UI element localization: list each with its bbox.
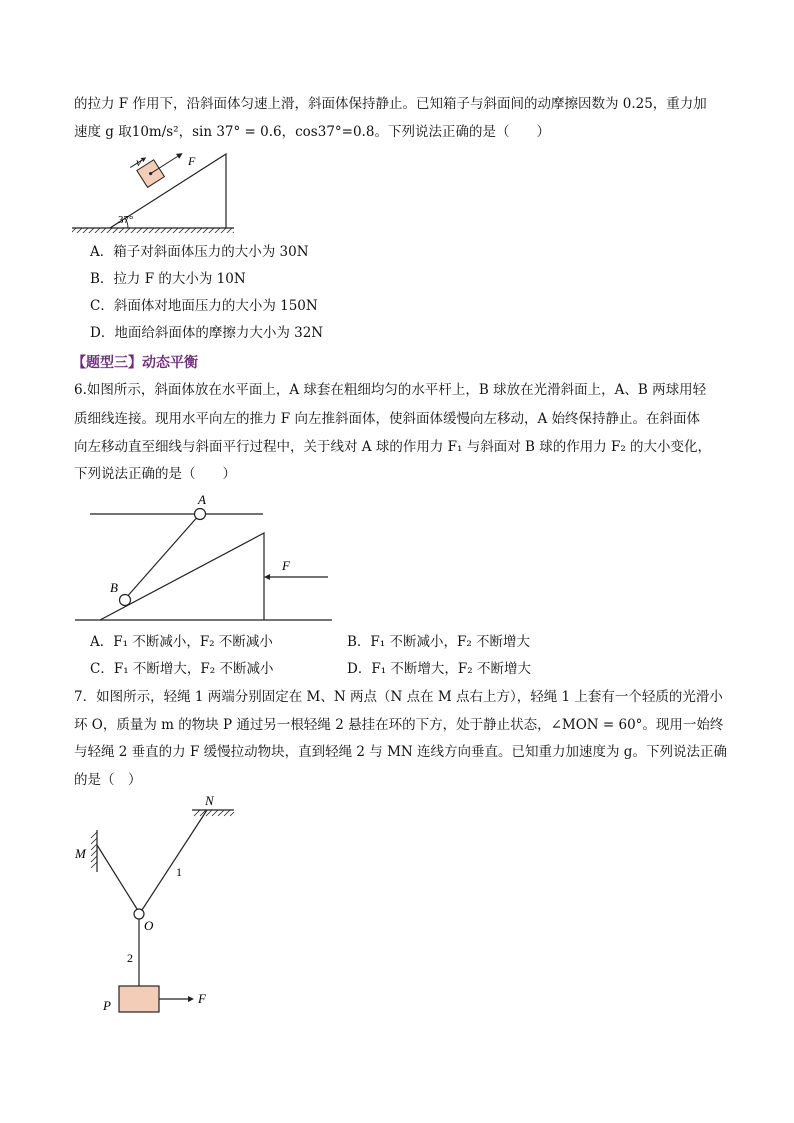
p-label: P bbox=[103, 998, 111, 1013]
rope-1-right bbox=[142, 810, 207, 910]
q6-slope-figure bbox=[70, 490, 340, 626]
ceiling-n-hatch bbox=[194, 810, 234, 816]
o-label: O bbox=[144, 918, 154, 933]
q7-text-line-4: 的是（ ） bbox=[74, 772, 142, 788]
q5-incline-figure bbox=[70, 150, 240, 234]
q6-option-d[interactable]: D．F₁ 不断增大，F₂ 不断增大 bbox=[347, 661, 531, 677]
ball-a bbox=[195, 509, 206, 520]
q5-text-line-2: 速度 g 取10m/s²，sin 37° = 0.6，cos37°=0.8。下列说法正确的是（ ） bbox=[74, 124, 550, 140]
incline-body bbox=[100, 533, 264, 620]
m-label: M bbox=[75, 846, 86, 861]
q5-option-d[interactable]: D．地面给斜面体的摩擦力大小为 32N bbox=[90, 325, 324, 341]
q7-rope-figure bbox=[70, 790, 250, 1020]
q7-text-line-2: 环 O，质量为 m 的物块 P 通过另一根轻绳 2 悬挂在环的下方，处于静止状态，∠MON = 60°。现用一始终 bbox=[74, 717, 724, 733]
q7-text-line-1: 7．如图所示，轻绳 1 两端分别固定在 M、N 两点（N 点在 M 点右上方），轻绳 1 上套有一个轻质的光滑小 bbox=[74, 689, 723, 705]
q6-option-c[interactable]: C．F₁ 不断增大，F₂ 不断减小 bbox=[90, 661, 274, 677]
ground-hatch bbox=[72, 228, 234, 233]
b-label: B bbox=[110, 580, 118, 595]
q7-text-line-3: 与轻绳 2 垂直的力 F 缓慢拉动物块，直到轻绳 2 与 MN 连线方向垂直。已知重力加速度为 g。下列说法正确 bbox=[74, 744, 727, 760]
q6-text-line-1: 6.如图所示，斜面体放在水平面上，A 球套在粗细均匀的水平杆上，B 球放在光滑斜面上，A、B 两球用轻 bbox=[74, 382, 707, 398]
angle-label: 37° bbox=[118, 214, 134, 226]
q6-text-line-2: 质细线连接。现用水平向左的推力 F 向左推斜面体，使斜面体缓慢向左移动，A 始终保持静止。在斜面体 bbox=[74, 411, 700, 427]
rope-1-left bbox=[97, 845, 137, 909]
f-label: F bbox=[188, 154, 196, 168]
v-label: v bbox=[136, 155, 142, 169]
q5-option-a[interactable]: A．箱子对斜面体压力的大小为 30N bbox=[90, 244, 309, 260]
q5-option-b[interactable]: B．拉力 F 的大小为 10N bbox=[90, 271, 246, 287]
section-heading: 【题型三】动态平衡 bbox=[72, 355, 198, 371]
q6-option-a[interactable]: A．F₁ 不断减小，F₂ 不断减小 bbox=[90, 634, 273, 650]
ring-o bbox=[134, 909, 144, 919]
q6-text-line-3: 向左移动直至细线与斜面平行过程中，关于线对 A 球的作用力 F₁ 与斜面对 B 球的作用力 F₂ 的大小变化， bbox=[74, 439, 712, 455]
a-label: A bbox=[198, 492, 206, 507]
rope-2-label: 2 bbox=[127, 951, 133, 965]
ball-b bbox=[120, 595, 131, 606]
n-label: N bbox=[205, 793, 214, 808]
q5-option-c[interactable]: C．斜面体对地面压力的大小为 150N bbox=[90, 298, 318, 314]
q6-text-line-4: 下列说法正确的是（ ） bbox=[74, 466, 236, 482]
f-label: F bbox=[198, 991, 206, 1006]
rope-1-label: 1 bbox=[176, 865, 182, 879]
wall-m-hatch bbox=[91, 832, 97, 868]
f-label: F bbox=[282, 558, 290, 573]
q5-text-line-1: 的拉力 F 作用下，沿斜面体匀速上滑，斜面体保持静止。已知箱子与斜面间的动摩擦因数为 0.25，重力加 bbox=[74, 96, 707, 112]
q6-option-b[interactable]: B．F₁ 不断减小，F₂ 不断增大 bbox=[347, 634, 531, 650]
block-p bbox=[119, 986, 159, 1012]
